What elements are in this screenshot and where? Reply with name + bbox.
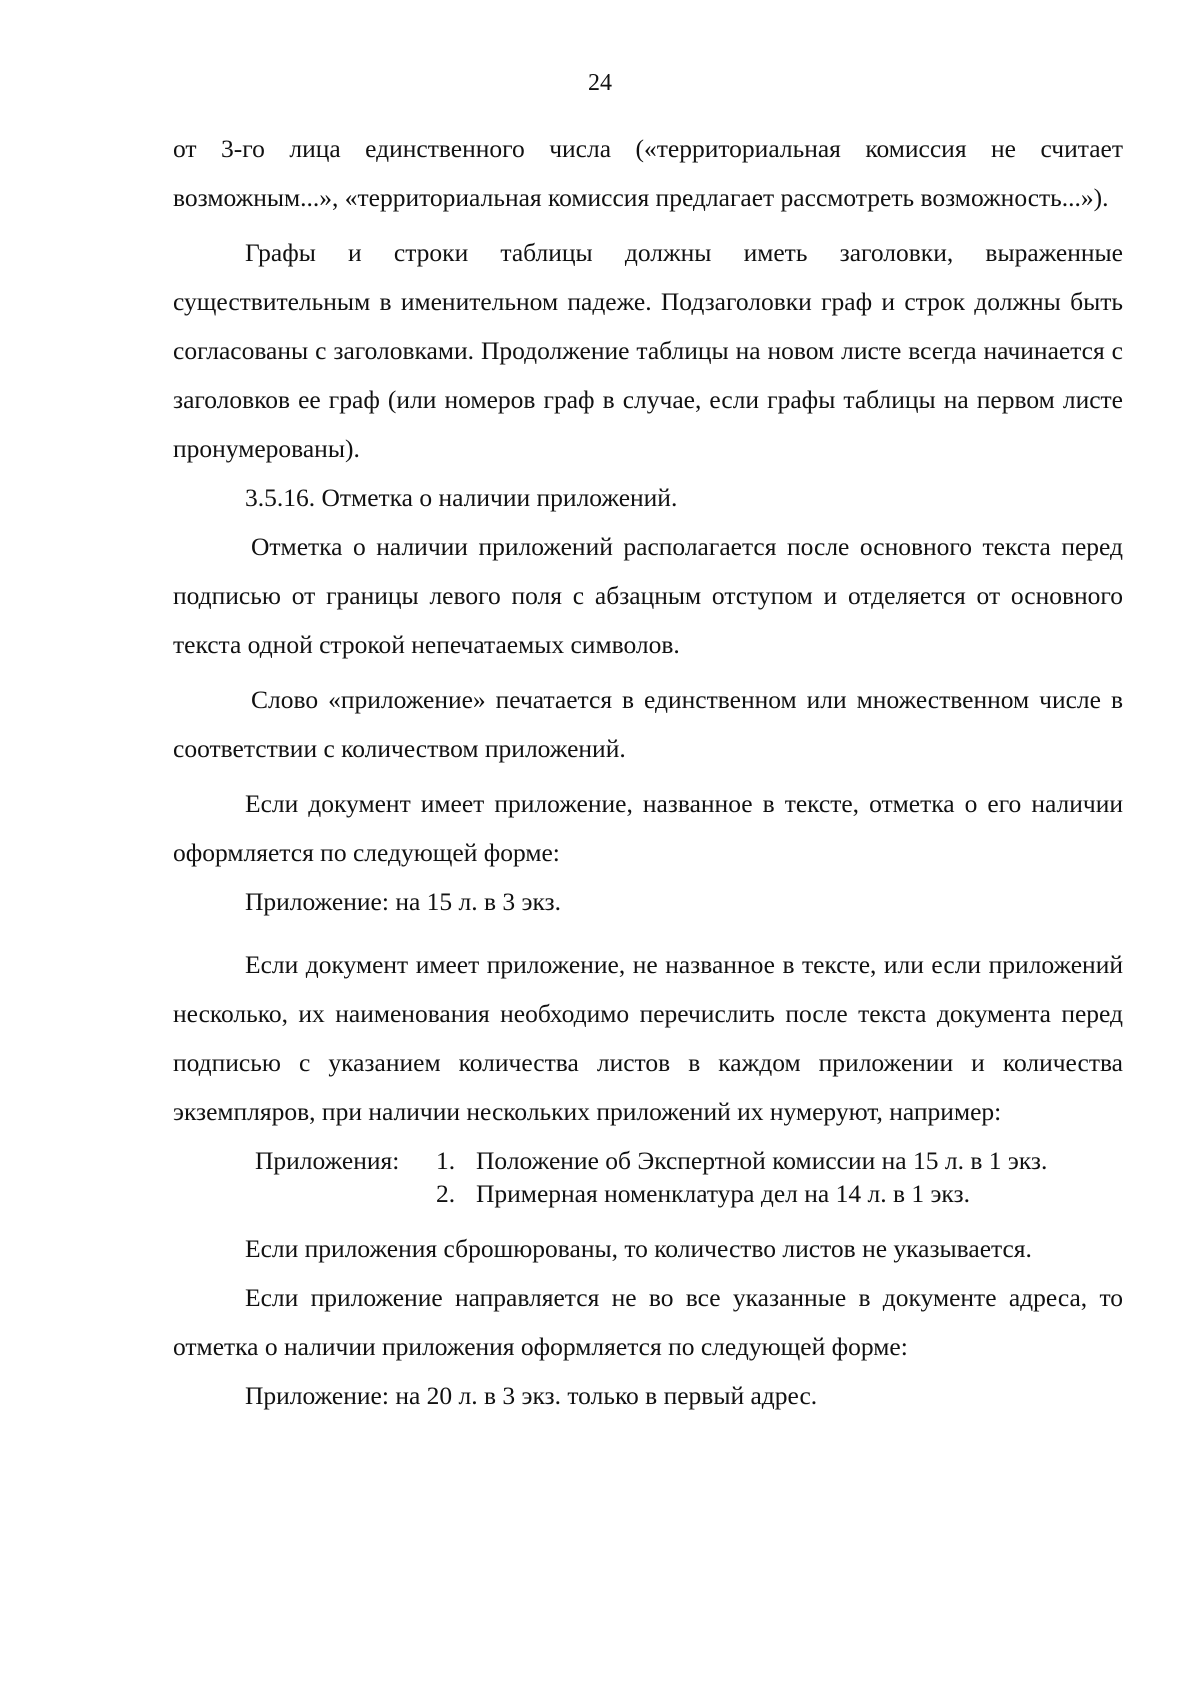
paragraph-attachment-word: Слово «приложение» печатается в единственном или множественном числе в соответствии с количеством приложений. [173, 685, 1123, 763]
paragraph-continuation: от 3-го лица единственного числа («территориальная комиссия не считает возможным...», «территориальная комиссия предлагает рассмотреть возможность...»). [173, 134, 1123, 212]
paragraph-table-headings: Графы и строки таблицы должны иметь заголовки, выраженные существительным в именительном падеже. Подзаголовки граф и строк должны быть согласованы с заголовками. Продолжение таблицы на новом листе всегда начинается с заголовков ее граф (или номеров граф в случае, если графы таблицы на первом листе пронумерованы). [173, 238, 1123, 463]
attachments-label: Приложения: [255, 1146, 400, 1175]
example-attachment-mark-2: Приложение: на 20 л. в 3 экз. только в первый адрес. [245, 1381, 818, 1410]
page-number: 24 [588, 70, 612, 96]
attachments-example [173, 1144, 1123, 1210]
attachment-item-number: 2. [436, 1179, 456, 1208]
example-attachment-mark-1: Приложение: на 15 л. в 3 экз. [245, 887, 561, 916]
attachment-item [436, 1177, 1123, 1210]
attachment-item-text: Положение об Экспертной комиссии на 15 л. в 1 экз. [476, 1146, 1048, 1175]
attachment-item-text: Примерная номенклатура дел на 14 л. в 1 экз. [476, 1179, 970, 1208]
attachment-item [436, 1144, 1123, 1177]
paragraph-named-attachment: Если документ имеет приложение, названное в тексте, отметка о его наличии оформляется по следующей форме: [173, 789, 1123, 867]
attachments-list [436, 1144, 1123, 1210]
paragraph-attachment-mark-placement: Отметка о наличии приложений располагается после основного текста перед подписью от границы левого поля с абзацным отступом и отделяется от основного текста одной строкой непечатаемых символов. [173, 532, 1123, 659]
document-body [173, 124, 1123, 1420]
paragraph-partial-addresses: Если приложение направляется не во все указанные в документе адреса, то отметка о наличии приложения оформляется по следующей форме: [173, 1283, 1123, 1361]
paragraph-multiple-attachments: Если документ имеет приложение, не названное в тексте, или если приложений несколько, их наименования необходимо перечислить после текста документа перед подписью с указанием количества листов в каждом приложении и количества экземпляров, при наличии нескольких приложений их нумеруют, например: [173, 950, 1123, 1126]
paragraph-bound-attachments: Если приложения сброшюрованы, то количество листов не указывается. [245, 1234, 1032, 1263]
section-heading-3-5-16: 3.5.16. Отметка о наличии приложений. [245, 483, 678, 512]
attachment-item-number: 1. [436, 1146, 456, 1175]
